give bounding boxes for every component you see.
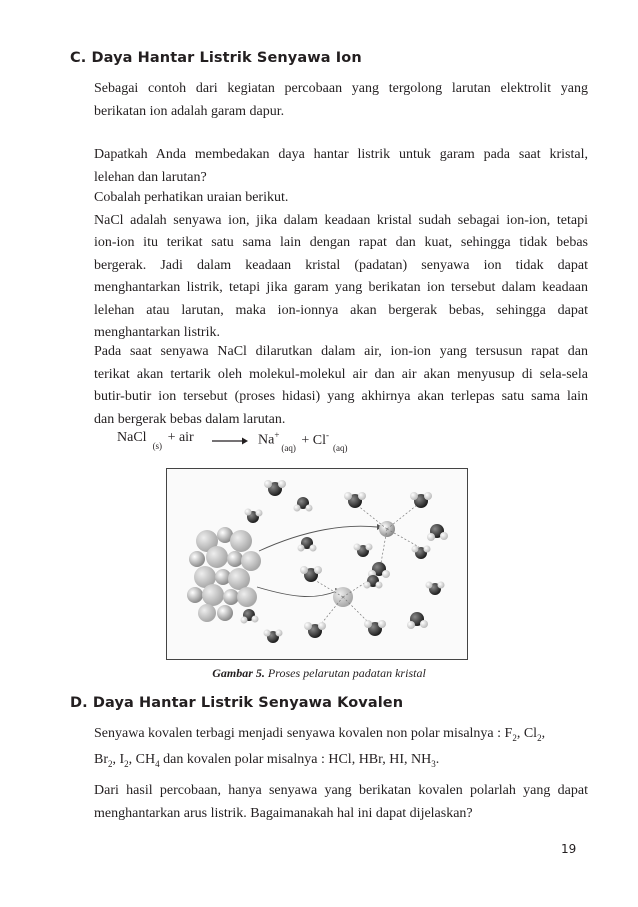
text-segment: kovalen polar misalnya : HCl, HBr, HI, NH	[186, 752, 432, 768]
section-d-paragraph-2	[94, 780, 588, 825]
equation-product-1-charge: +	[274, 430, 280, 440]
text-line: $Br_2$, $I_2$, $CH_4$ dan kovalen polar misalnya : HCl, HBr, HI, $NH_3$.	[94, 752, 440, 770]
section-c-paragraph-2	[94, 144, 588, 189]
section-c-paragraph-1	[94, 78, 588, 123]
equation-reactant: NaCl	[117, 430, 147, 445]
section-d-paragraph-1	[94, 723, 588, 776]
text-line: lelehan atau larutan, maka ion-ionnya akan bergerak bebas, sehingga dapat	[94, 302, 588, 318]
equation-product-1: Na	[258, 432, 275, 448]
section-c-paragraph-4	[94, 341, 588, 431]
text-line: Pada saat senyawa NaCl dilarutkan dalam air, ion-ion yang tersusun rapat dan	[94, 344, 588, 359]
text-line: menghantarkan listrik, tetapi jika garam yang berikatan ion tersebut dalam keadaan	[94, 280, 588, 295]
text-line: Cobalah perhatikan uraian berikut.	[94, 190, 289, 205]
nacl-dissolution-diagram	[167, 469, 467, 659]
text-line: Dari hasil percobaan, hanya senyawa yang berikatan kovalen polarlah yang dapat	[94, 783, 588, 798]
text-segment: Senyawa kovalen terbagi menjadi senyawa kovalen non polar misalnya : F	[94, 726, 513, 741]
figure-dissolution-illustration	[166, 468, 468, 660]
crystal-lattice	[187, 527, 261, 622]
section-d-heading: D. Daya Hantar Listrik Senyawa Kovalen	[70, 695, 404, 711]
water-molecules	[241, 480, 449, 643]
text-line: menghantarkan arus listrik. Bagaimanakah hal ini dapat dijelaskan?	[94, 805, 473, 821]
equation-products	[258, 430, 348, 454]
equation-plus-air: + air	[167, 430, 194, 445]
section-c-paragraph-3	[94, 187, 588, 345]
text-line: lelehan dan larutan?	[94, 169, 207, 185]
section-c-heading: C. Daya Hantar Listrik Senyawa Ion	[70, 50, 362, 66]
reaction-arrow-icon	[212, 436, 248, 446]
equation-product-1-state: (aq)	[281, 443, 296, 454]
text-line: Sebagai contoh dari kegiatan percobaan yang tergolong larutan elektrolit yang	[94, 81, 588, 96]
equation-product-2-state: (aq)	[333, 443, 348, 454]
text-line: bergerak. Jadi dalam keadaan kristal (padatan) senyawa ion tidak dapat	[94, 257, 588, 273]
equation-product-2-charge: -	[326, 430, 330, 440]
text-line: Dapatkah Anda membedakan daya hantar listrik untuk garam pada saat kristal,	[94, 147, 588, 162]
text-line: terikat akan tertarik oleh molekul-molekul air dan air akan menyusup di sela-sela	[94, 366, 588, 382]
text-line: dan bergerak bebas dalam larutan.	[94, 411, 286, 427]
text-line: butir-butir ion tersebut (proses hidasi) yang akhirnya akan terlepas satu sama lain	[94, 389, 588, 404]
text-line: NaCl adalah senyawa ion, jika dalam keadaan kristal sudah sebagai ion-ion, tetapi	[94, 212, 588, 228]
text-line: menghantarkan listrik.	[94, 325, 220, 340]
text-line: ion-ion itu terikat satu sama lain dengan rapat dan kuat, sehingga tidak bebas	[94, 235, 588, 250]
text-line: Senyawa kovalen terbagi menjadi senyawa kovalen non polar misalnya : $F_2$, $Cl_2$,	[94, 726, 546, 743]
text-line: berikatan ion adalah garam dapur.	[94, 103, 285, 119]
page-number: 19	[561, 842, 577, 856]
equation-product-2: + Cl	[301, 432, 327, 448]
equation-reactants	[117, 430, 194, 451]
equation-reactant-state: (s)	[152, 440, 163, 451]
figure-caption-label: Gambar 5.	[212, 666, 265, 680]
figure-caption-text: Proses pelarutan padatan kristal	[267, 666, 426, 680]
figure-caption	[0, 666, 638, 681]
